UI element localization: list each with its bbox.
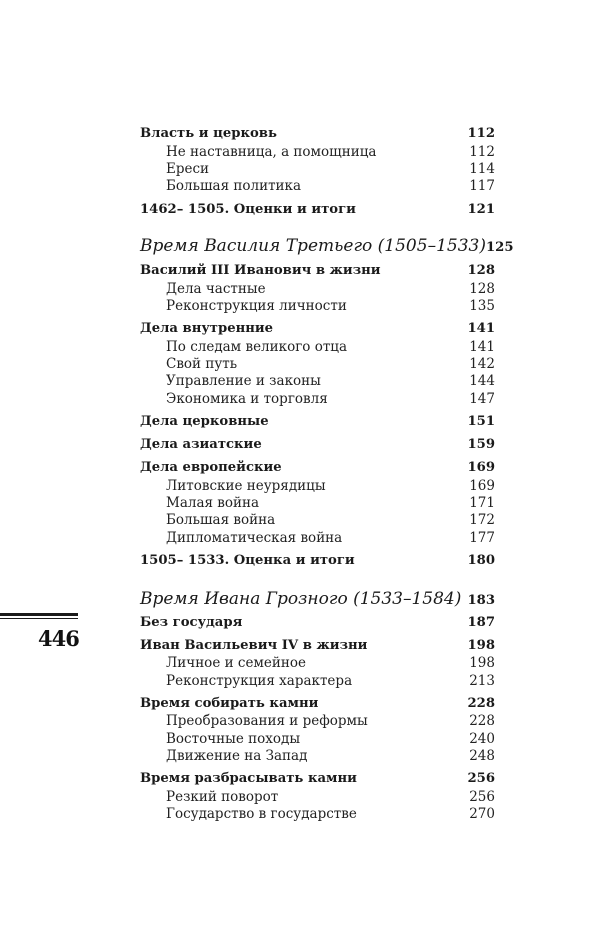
toc-entry-page: 183 <box>467 593 495 608</box>
toc-entry-page: 187 <box>467 615 495 630</box>
toc-entry-sub <box>140 655 495 671</box>
toc-entry-title: Иван Васильевич IV в жизни <box>140 638 368 653</box>
toc-entry-page: 128 <box>467 263 495 278</box>
toc-entry-sub <box>140 391 495 407</box>
toc-entry-title: Не наставница, а помощница <box>166 144 377 160</box>
toc-entry-page: 151 <box>467 414 495 429</box>
toc-entry-title: Малая война <box>166 495 260 511</box>
toc-entry-sub <box>140 339 495 355</box>
toc-entry-page: 228 <box>467 696 495 711</box>
toc-entry-title: Время разбрасывать камни <box>140 771 357 786</box>
toc-entry-title: Свой путь <box>166 356 238 372</box>
toc-entry-page: 121 <box>467 202 495 217</box>
toc-entry-sub <box>140 495 495 511</box>
toc-entry-page: 128 <box>469 281 495 297</box>
toc-entry-title: По следам великого отца <box>166 339 348 355</box>
toc-entry-part <box>140 589 495 611</box>
toc-entry-title: Преобразования и реформы <box>166 713 368 729</box>
toc-entry-sub <box>140 356 495 372</box>
toc-entry-page: 256 <box>467 771 495 786</box>
toc-entry-part <box>140 236 514 258</box>
thick-rule <box>0 613 78 616</box>
toc-entry-title: 1462– 1505. Оценки и итоги <box>140 202 356 217</box>
toc-entry-page: 180 <box>467 553 495 568</box>
toc-entry-title: Без государя <box>140 615 243 630</box>
toc-entry-page: 248 <box>469 748 495 764</box>
toc-entry-sub <box>140 806 495 822</box>
toc-entry-page: 125 <box>485 240 514 255</box>
toc-entry-sub <box>140 789 495 805</box>
toc-entry-sub <box>140 144 495 160</box>
toc-entry-sec <box>140 696 495 712</box>
toc-entry-sub <box>140 161 495 177</box>
toc-entry-sub <box>140 178 495 194</box>
toc-entry-sub <box>140 530 495 546</box>
toc-entry-page: 141 <box>469 339 495 355</box>
toc-entry-sub <box>140 373 495 389</box>
toc-entry-title: Дипломатическая война <box>166 530 343 546</box>
toc-entry-page: 144 <box>469 373 495 389</box>
toc-entry-page: 177 <box>469 530 495 546</box>
toc-entry-title: Движение на Запад <box>166 748 308 764</box>
toc-entry-title: Дела европейские <box>140 460 282 475</box>
toc-entry-sec <box>140 638 495 654</box>
toc-entry-page: 198 <box>467 638 495 653</box>
toc-entry-title: Василий III Иванович в жизни <box>140 263 381 278</box>
toc-entry-title: Управление и законы <box>166 373 321 389</box>
toc-entry-page: 159 <box>467 437 495 452</box>
toc-entry-sec <box>140 460 495 476</box>
toc-entry-title: Дела внутренние <box>140 321 274 336</box>
toc-entry-page: 135 <box>469 298 495 314</box>
toc-entry-title: Большая политика <box>166 178 302 194</box>
toc-entry-sub <box>140 673 495 689</box>
toc-entry-title: Экономика и торговля <box>166 391 328 407</box>
toc-entry-sec <box>140 126 495 142</box>
toc-entry-page: 169 <box>469 478 495 494</box>
toc-entry-sec <box>140 414 495 430</box>
toc-entry-title: Время собирать камни <box>140 696 319 711</box>
page-marker-rules <box>0 613 78 619</box>
toc-entry-page: 213 <box>469 673 495 689</box>
toc-entry-sec <box>140 202 495 218</box>
toc-entry-page: 198 <box>469 655 495 671</box>
toc-entry-sub <box>140 298 495 314</box>
toc-entry-title: Реконструкция личности <box>166 298 347 314</box>
toc-entry-sec <box>140 553 495 569</box>
toc-entry-page: 240 <box>469 731 495 747</box>
toc-entry-sub <box>140 748 495 764</box>
toc-entry-title: Время Василия Третьего (1505–1533) <box>140 236 486 256</box>
toc-entry-sub <box>140 731 495 747</box>
toc-entry-sec <box>140 321 495 337</box>
toc-entry-page: 114 <box>469 161 495 177</box>
toc-entry-page: 169 <box>467 460 495 475</box>
toc-entry-sub <box>140 478 495 494</box>
toc-entry-title: Ереси <box>166 161 210 177</box>
toc-entry-page: 142 <box>469 356 495 372</box>
toc-entry-page: 256 <box>469 789 495 805</box>
thin-rule <box>0 618 78 619</box>
toc-entry-title: Время Ивана Грозного (1533–1584) <box>140 589 462 609</box>
toc-entry-sec <box>140 437 495 453</box>
toc-entry-sub <box>140 713 495 729</box>
toc-entry-page: 112 <box>467 126 495 141</box>
toc-entry-title: Дела церковные <box>140 414 269 429</box>
toc-entry-title: Власть и церковь <box>140 126 277 141</box>
page-number: 446 <box>38 626 79 651</box>
toc-entry-title: Большая война <box>166 512 276 528</box>
toc-entry-page: 228 <box>469 713 495 729</box>
toc-entry-page: 117 <box>469 178 495 194</box>
toc-entry-sub <box>140 281 495 297</box>
toc-entry-title: Личное и семейное <box>166 655 307 671</box>
toc-entry-page: 147 <box>469 391 495 407</box>
toc-entry-title: Реконструкция характера <box>166 673 353 689</box>
toc-entry-page: 270 <box>469 806 495 822</box>
toc-entry-sub <box>140 512 495 528</box>
toc-entry-title: Литовские неурядицы <box>166 478 326 494</box>
toc-entry-page: 141 <box>467 321 495 336</box>
toc-entry-page: 172 <box>469 512 495 528</box>
toc-entry-page: 112 <box>469 144 495 160</box>
toc-entry-title: 1505– 1533. Оценка и итоги <box>140 553 355 568</box>
toc-entry-title: Восточные походы <box>166 731 301 747</box>
toc-entry-title: Дела частные <box>166 281 266 297</box>
toc-entry-sec <box>140 771 495 787</box>
toc-entry-page: 171 <box>469 495 495 511</box>
toc-entry-sec <box>140 263 495 279</box>
toc-entry-title: Резкий поворот <box>166 789 279 805</box>
toc-entry-title: Дела азиатские <box>140 437 262 452</box>
toc-entry-title: Государство в государстве <box>166 806 357 822</box>
toc-entry-sec <box>140 615 495 631</box>
